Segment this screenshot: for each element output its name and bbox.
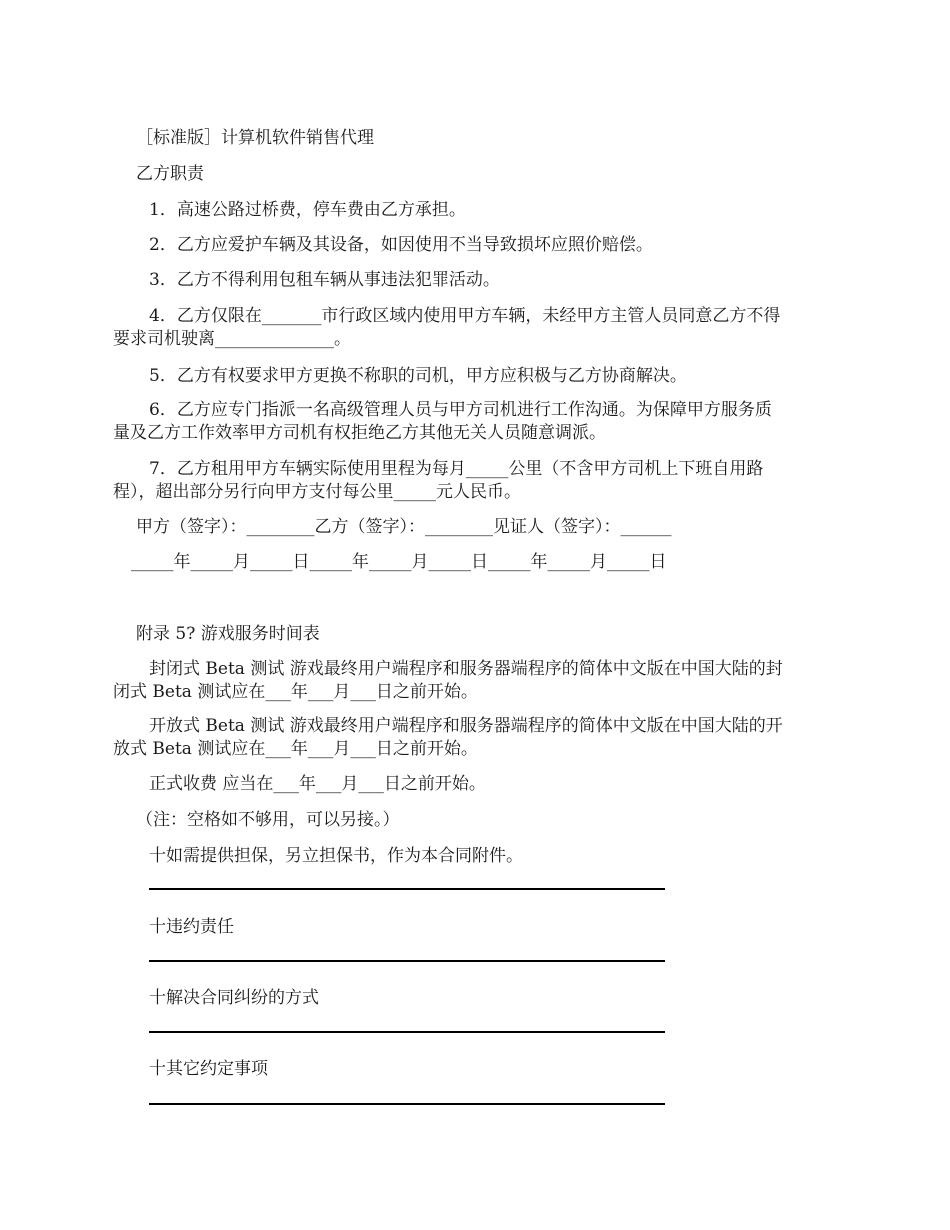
duty-item-1: 1．高速公路过桥费，停车费由乙方承担。 xyxy=(149,200,466,220)
closed-beta-paragraph xyxy=(113,658,835,704)
duty-item-2: 2．乙方应爱护车辆及其设备，如因使用不当导致损坏应照价赔偿。 xyxy=(149,235,653,255)
clause-breach-liability: 十违约责任 xyxy=(149,917,234,937)
duty-item-5: 5．乙方有权要求甲方更换不称职的司机，甲方应积极与乙方协商解决。 xyxy=(149,366,687,386)
duty-item-3: 3．乙方不得利用包租车辆从事违法犯罪活动。 xyxy=(149,270,500,290)
duty-item-4 xyxy=(113,305,835,351)
clause-other-matters: 十其它约定事项 xyxy=(149,1059,268,1079)
fill-line-dispute-resolution xyxy=(149,1031,665,1033)
fill-line-guarantee xyxy=(149,888,665,890)
fill-line-other-matters xyxy=(149,1103,665,1105)
duty-item-7-line2: 程），超出部分另行向甲方支付每公里_____元人民币。 xyxy=(113,482,521,502)
signature-line: 甲方（签字）：________乙方（签字）：________见证人（签字）：______ xyxy=(136,517,672,537)
open-beta-paragraph xyxy=(113,715,835,761)
duty-item-6 xyxy=(113,399,835,445)
document-title: ［标准版］计算机软件销售代理 xyxy=(136,128,374,148)
clause-dispute-resolution: 十解决合同纠纷的方式 xyxy=(149,988,319,1008)
open-beta-line1: 开放式 Beta 测试 游戏最终用户端程序和服务器端程序的简体中文版在中国大陆的开 xyxy=(149,716,783,736)
open-beta-line2: 放式 Beta 测试应在___年___月___日之前开始。 xyxy=(113,739,478,759)
duty-item-7 xyxy=(113,458,835,504)
official-charge-line: 正式收费 应当在___年___月___日之前开始。 xyxy=(149,774,486,794)
duty-item-4-line1: 4．乙方仅限在_______市行政区域内使用甲方车辆，未经甲方主管人员同意乙方不得 xyxy=(149,306,781,326)
section-heading: 乙方职责 xyxy=(136,164,204,184)
closed-beta-line2: 闭式 Beta 测试应在___年___月___日之前开始。 xyxy=(113,682,478,702)
duty-item-4-line2: 要求司机驶离______________。 xyxy=(113,329,351,349)
signature-dates: _____年_____月_____日_____年_____月_____日_____年_____月_____日 xyxy=(131,552,667,572)
fill-line-breach-liability xyxy=(149,960,665,962)
note-line: （注：空格如不够用，可以另接。） xyxy=(136,810,400,830)
appendix-title: 附录 5? 游戏服务时间表 xyxy=(136,624,320,644)
duty-item-7-line1: 7．乙方租用甲方车辆实际使用里程为每月_____公里（不含甲方司机上下班自用路 xyxy=(149,459,764,479)
clause-guarantee: 十如需提供担保，另立担保书，作为本合同附件。 xyxy=(149,846,523,866)
duty-item-6-line1: 6．乙方应专门指派一名高级管理人员与甲方司机进行工作沟通。为保障甲方服务质 xyxy=(149,400,772,420)
closed-beta-line1: 封闭式 Beta 测试 游戏最终用户端程序和服务器端程序的简体中文版在中国大陆的封 xyxy=(149,659,783,679)
duty-item-6-line2: 量及乙方工作效率甲方司机有权拒绝乙方其他无关人员随意调派。 xyxy=(113,423,606,443)
